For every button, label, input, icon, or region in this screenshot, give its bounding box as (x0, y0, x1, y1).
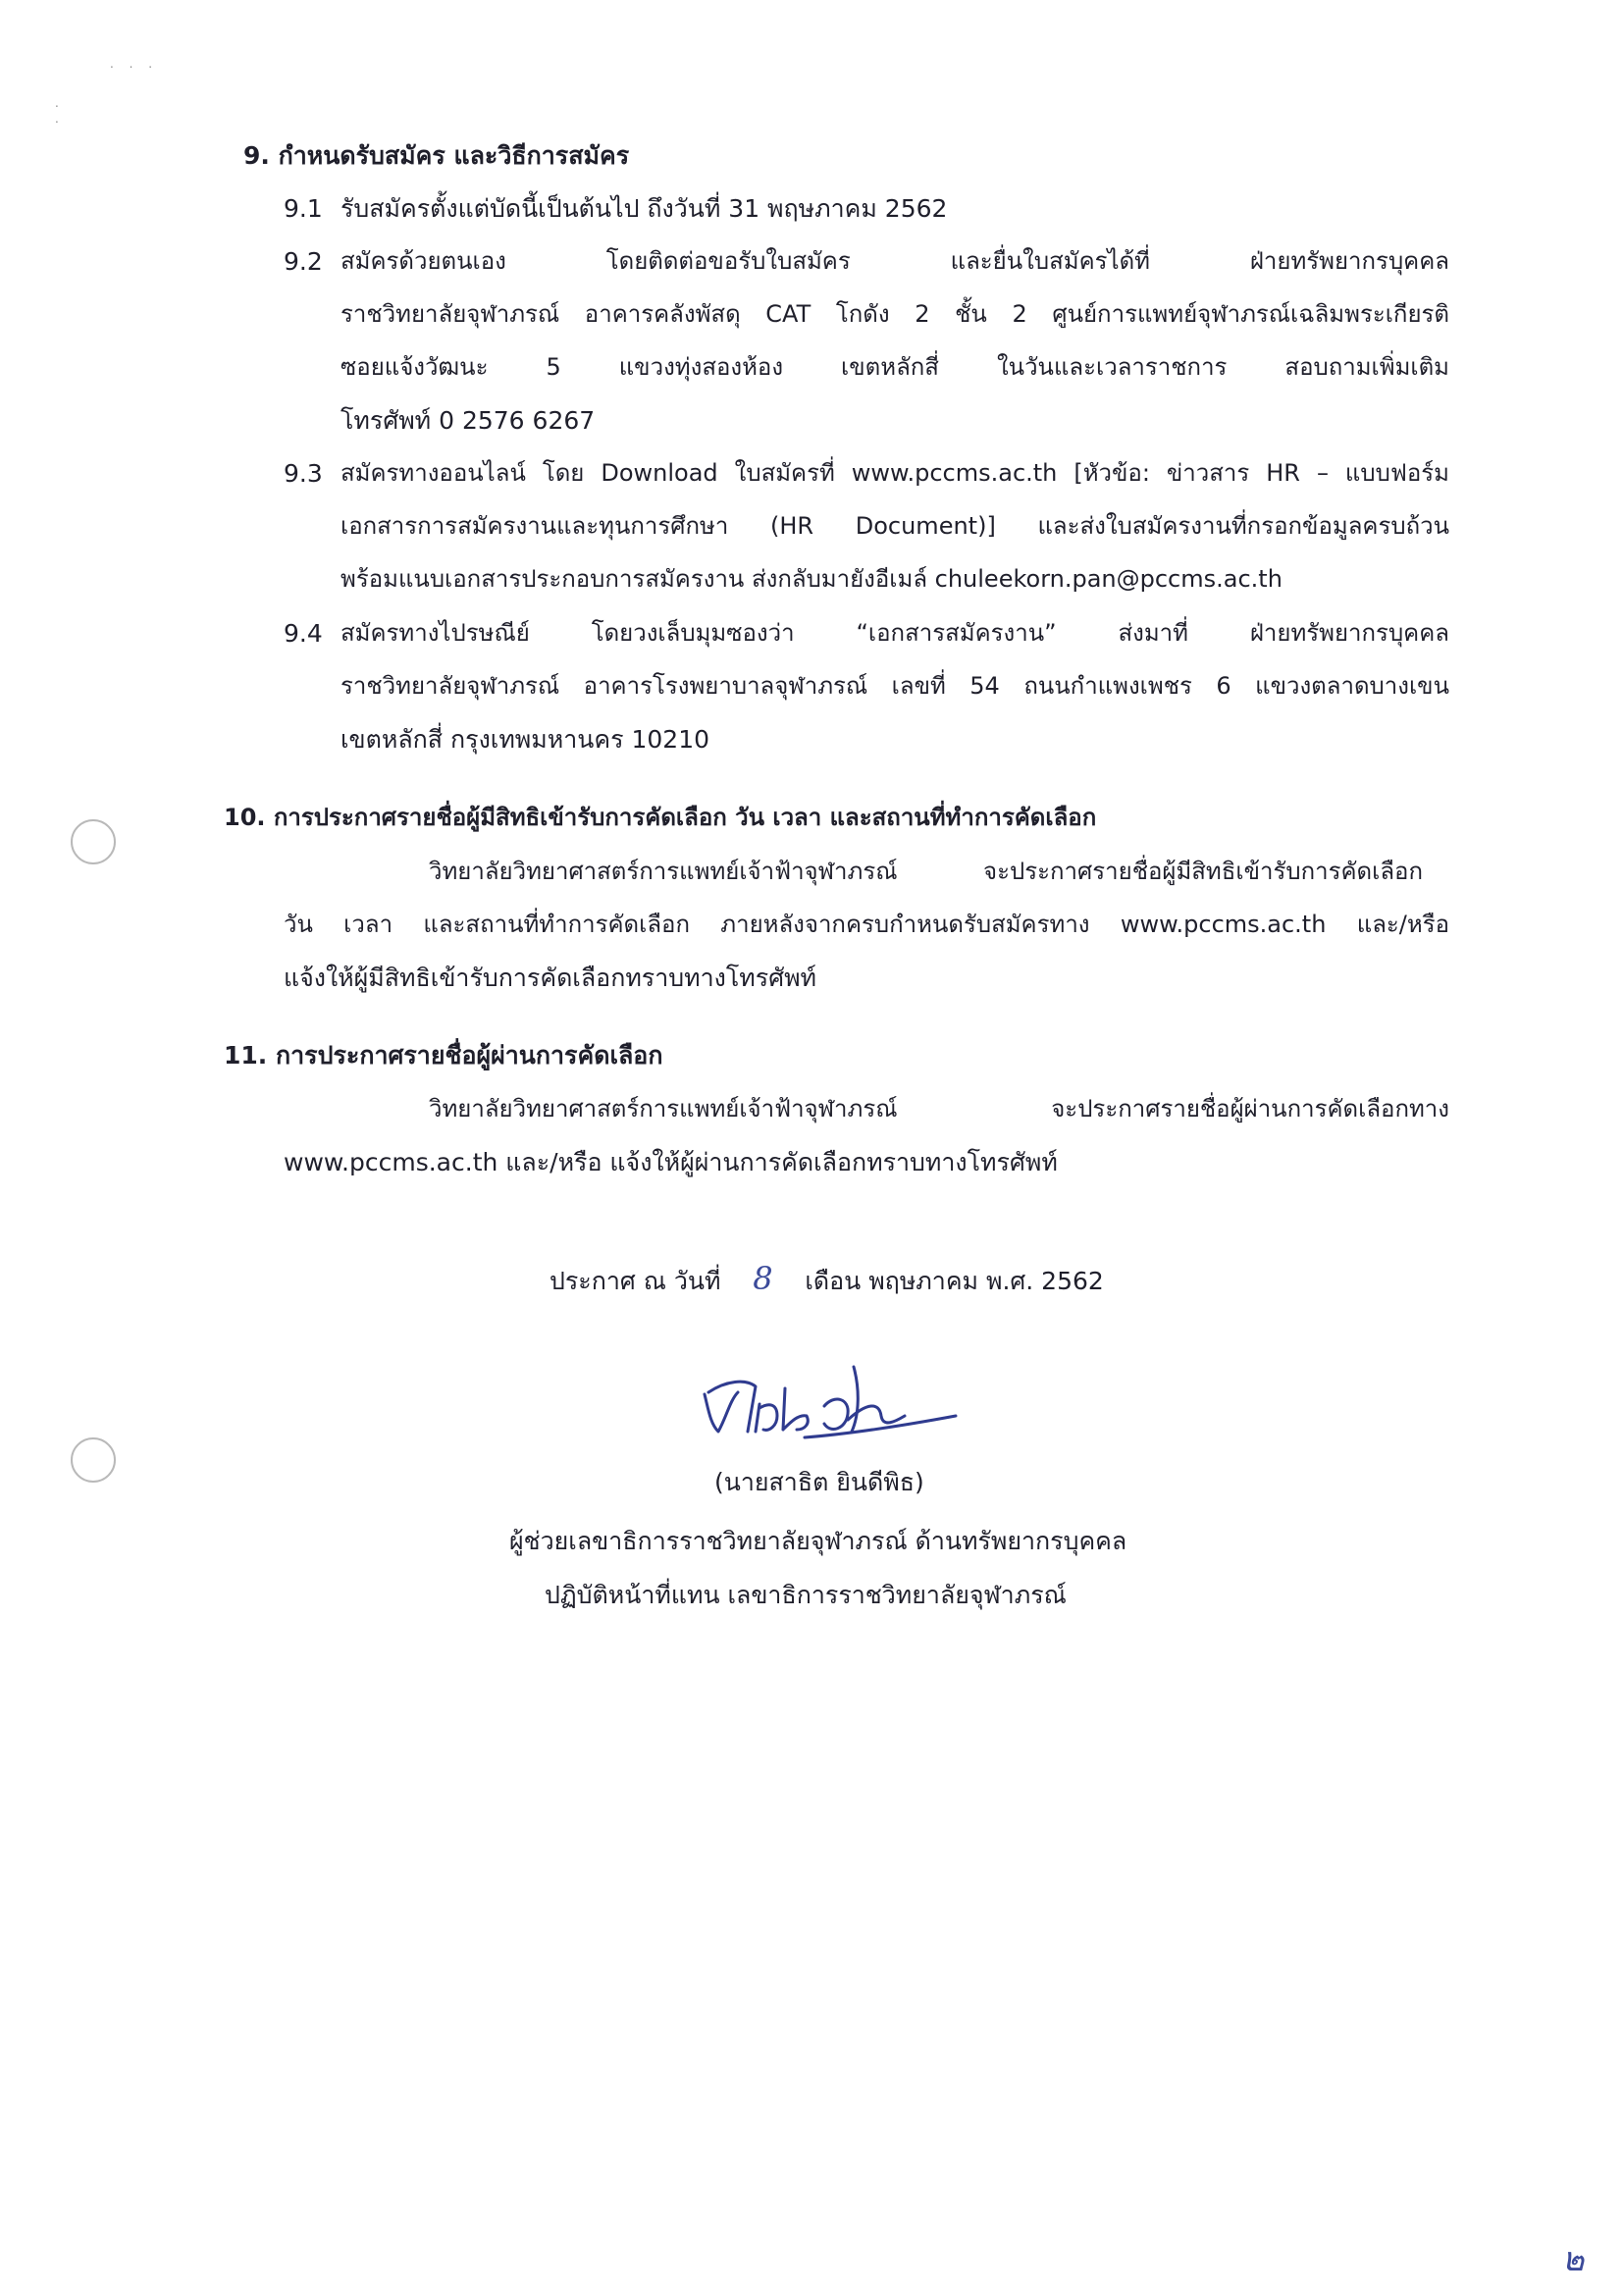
section-11-line: www.pccms.ac.th และ/หรือ แจ้งให้ผู้ผ่านการคัดเลือกทราบทางโทรศัพท์ (284, 1148, 1058, 1176)
item-9-1-line: รับสมัครตั้งแต่บัดนี้เป็นต้นไป ถึงวันที่ 31 พฤษภาคม 2562 (340, 194, 948, 223)
item-9-4-line: สมัครทางไปรษณีย์ โดยวงเล็บมุมซองว่า “เอกสารสมัครงาน” ส่งมาที่ ฝ่ายทรัพยากรบุคคล (340, 619, 1449, 647)
item-9-3-line: สมัครทางออนไลน์ โดย Download ใบสมัครที่ www.pccms.ac.th [หัวข้อ: ข่าวสาร HR – แบบฟอร์ม (340, 459, 1449, 487)
section-9-heading: 9. กำหนดรับสมัคร และวิธีการสมัคร (243, 141, 630, 170)
scan-specks: . (55, 96, 65, 110)
section-10-line: วิทยาลัยวิทยาศาสตร์การแพทย์เจ้าฟ้าจุฬาภรณ์ จะประกาศรายชื่อผู้มีสิทธิเข้ารับการคัดเลือก (429, 858, 1423, 885)
announcement-day: 8 (753, 1260, 773, 1297)
punch-hole (71, 819, 116, 864)
announcement-date (550, 1259, 1104, 1298)
scan-specks: . (55, 112, 65, 126)
item-9-4-line: เขตหลักสี่ กรุงเทพมหานคร 10210 (340, 725, 710, 754)
item-9-3-number: 9.3 (284, 459, 323, 488)
punch-hole (71, 1437, 116, 1483)
signatory-position: ผู้ช่วยเลขาธิการราชวิทยาลัยจุฬาภรณ์ ด้านทรัพยากรบุคคล (509, 1527, 1127, 1555)
section-11-heading: 11. การประกาศรายชื่อผู้ผ่านการคัดเลือก (224, 1041, 663, 1070)
announcement-suffix: เดือน พฤษภาคม พ.ศ. 2562 (805, 1267, 1104, 1295)
item-9-3-line: พร้อมแนบเอกสารประกอบการสมัครงาน ส่งกลับมายังอีเมล์ chuleekorn.pan@pccms.ac.th (340, 565, 1283, 593)
section-10-line: วัน เวลา และสถานที่ทำการคัดเลือก ภายหลังจากครบกำหนดรับสมัครทาง www.pccms.ac.th และ/หรือ (284, 911, 1449, 938)
item-9-2-line: โทรศัพท์ 0 2576 6267 (340, 406, 596, 435)
item-9-2-line: ซอยแจ้งวัฒนะ 5 แขวงทุ่งสองห้อง เขตหลักสี่ ในวันและเวลาราชการ สอบถามเพิ่มเติม (340, 353, 1449, 381)
signature-image (687, 1359, 962, 1447)
page-number-mark: ๒ (1562, 2240, 1585, 2279)
scan-specks: . . . (110, 57, 159, 71)
item-9-1-number: 9.1 (284, 194, 323, 223)
item-9-2-line: ราชวิทยาลัยจุฬาภรณ์ อาคารคลังพัสดุ CAT โกดัง 2 ชั้น 2 ศูนย์การแพทย์จุฬาภรณ์เฉลิมพระเกียรติ (340, 300, 1449, 328)
item-9-4-number: 9.4 (284, 619, 323, 648)
section-10-line: แจ้งให้ผู้มีสิทธิเข้ารับการคัดเลือกทราบทางโทรศัพท์ (284, 964, 817, 992)
section-11-line: วิทยาลัยวิทยาศาสตร์การแพทย์เจ้าฟ้าจุฬาภรณ์ จะประกาศรายชื่อผู้ผ่านการคัดเลือกทาง (429, 1095, 1449, 1122)
section-10-heading: 10. การประกาศรายชื่อผู้มีสิทธิเข้ารับการคัดเลือก วัน เวลา และสถานที่ทำการคัดเลือก (224, 804, 1097, 831)
announcement-prefix: ประกาศ ณ วันที่ (550, 1267, 721, 1295)
signatory-acting-position: ปฏิบัติหน้าที่แทน เลขาธิการราชวิทยาลัยจุฬาภรณ์ (545, 1581, 1067, 1609)
item-9-4-line: ราชวิทยาลัยจุฬาภรณ์ อาคารโรงพยาบาลจุฬาภรณ์ เลขที่ 54 ถนนกำแพงเพชร 6 แขวงตลาดบางเขน (340, 672, 1449, 700)
signatory-name: (นายสาธิต ยินดีพิธ) (714, 1468, 924, 1496)
item-9-2-number: 9.2 (284, 247, 323, 276)
item-9-3-line: เอกสารการสมัครงานและทุนการศึกษา (HR Document)] และส่งใบสมัครงานที่กรอกข้อมูลครบถ้วน (340, 512, 1449, 540)
item-9-2-line: สมัครด้วยตนเอง โดยติดต่อขอรับใบสมัคร และยื่นใบสมัครได้ที่ ฝ่ายทรัพยากรบุคคล (340, 247, 1449, 275)
